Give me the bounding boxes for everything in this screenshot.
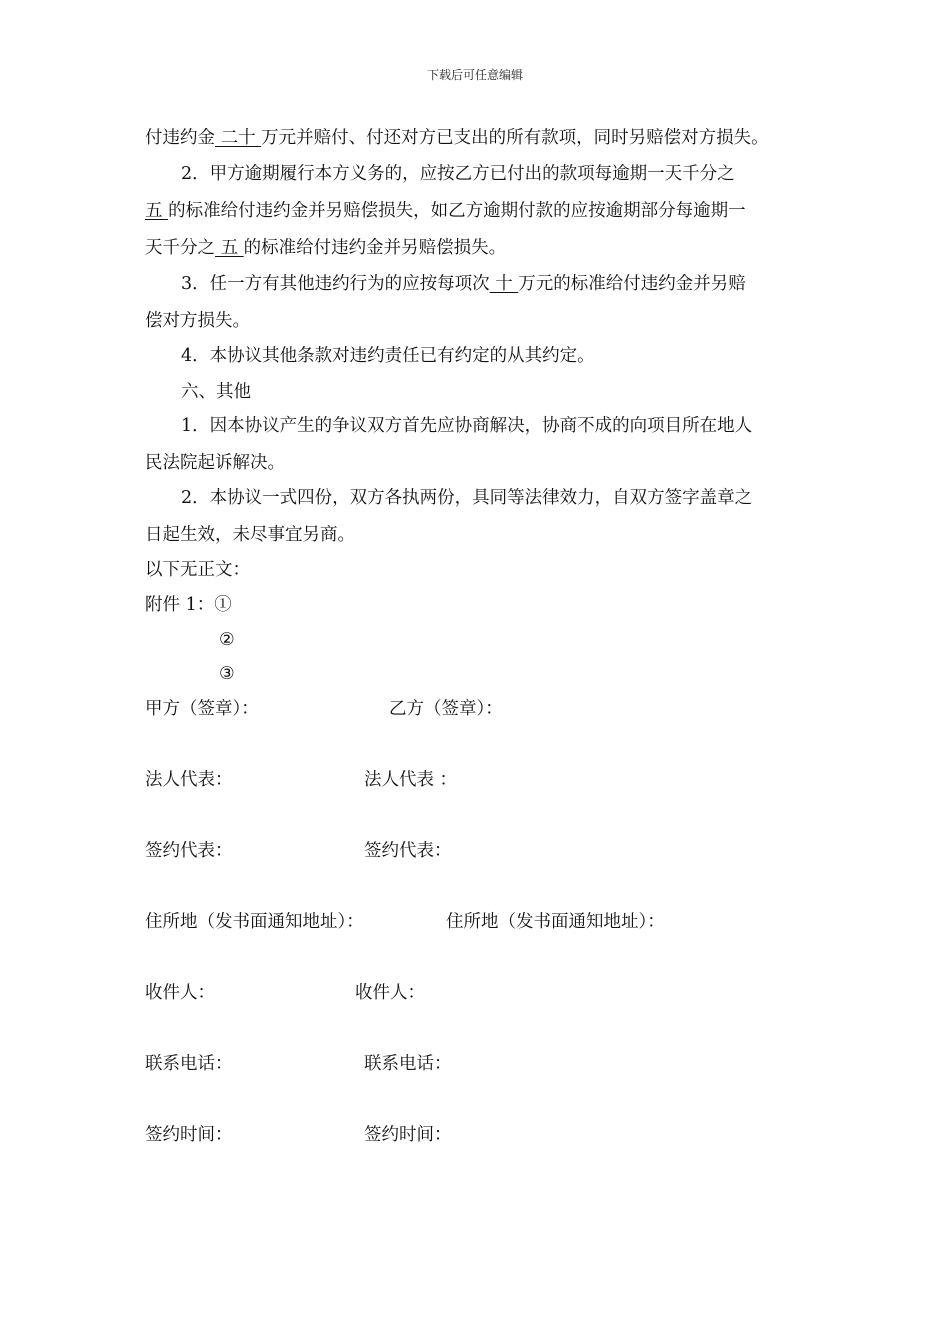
underlined-amount: 十	[489, 274, 519, 294]
clause-6-2-line-1: 2．本协议一式四份，双方各执两份，具同等法律效力，自双方签字盖章之	[181, 488, 753, 508]
party-b-seal: 乙方（签章）：	[389, 699, 503, 719]
no-further-text: 以下无正文：	[145, 560, 250, 580]
clause-2-line-2	[145, 200, 746, 222]
phone-b: 联系电话：	[364, 1054, 452, 1074]
attachment-mark: ②	[219, 630, 235, 650]
party-a-seal: 甲方（签章）：	[145, 699, 259, 719]
text-fragment: 的标准给付违约金并另赔偿损失。	[243, 238, 507, 258]
clause-2-line-1: 2．甲方逾期履行本方义务的，应按乙方已付出的款项每逾期一天千分之	[181, 164, 735, 184]
recipient-b: 收件人：	[355, 983, 425, 1003]
text-fragment: 的标准给付违约金并另赔偿损失，如乙方逾期付款的应按逾期部分每逾期一	[168, 201, 746, 221]
text-fragment: 付违约金	[145, 128, 215, 148]
underlined-rate: 五	[145, 201, 169, 221]
legal-rep-b: 法人代表 ：	[364, 770, 458, 790]
text-fragment: 3．任一方有其他违约行为的应按每项次	[181, 274, 490, 294]
clause-3-line-1	[181, 273, 746, 295]
sign-date-b: 签约时间：	[364, 1125, 452, 1145]
section-heading-other: 六、其他	[181, 382, 251, 402]
address-a: 住所地（发书面通知地址）：	[145, 912, 364, 932]
clause-6-1-line-1: 1．因本协议产生的争议双方首先应协商解决，协商不成的向项目所在地人	[181, 416, 753, 436]
underlined-rate: 五	[215, 238, 244, 258]
text-fragment: 天千分之	[145, 238, 215, 258]
phone-a: 联系电话：	[145, 1054, 233, 1074]
page-header: 下载后可任意编辑	[426, 68, 523, 82]
legal-rep-a: 法人代表：	[145, 770, 233, 790]
text-fragment: 万元并赔付、付还对方已支出的所有款项，同时另赔偿对方损失。	[261, 128, 769, 148]
clause-2-line-3	[145, 237, 506, 259]
paragraph-penalty-line	[145, 127, 769, 149]
sign-date-a: 签约时间：	[145, 1125, 233, 1145]
recipient-a: 收件人：	[145, 983, 215, 1003]
sign-rep-b: 签约代表：	[364, 841, 452, 861]
clause-4: 4．本协议其他条款对违约责任已有约定的从其约定。	[181, 346, 595, 366]
sign-rep-a: 签约代表：	[145, 841, 233, 861]
address-b: 住所地（发书面通知地址）：	[446, 912, 665, 932]
clause-6-2-line-2: 日起生效，未尽事宜另商。	[145, 525, 355, 545]
clause-3-line-2: 偿对方损失。	[145, 311, 250, 331]
text-fragment: 万元的标准给付违约金并另赔	[518, 274, 746, 294]
underlined-amount: 二十	[215, 128, 262, 148]
attachment-mark: ③	[219, 664, 235, 684]
clause-6-1-line-2: 民法院起诉解决。	[145, 453, 285, 473]
attachment-mark: ①	[214, 595, 232, 615]
attachment-label-text: 附件 1：	[145, 595, 215, 615]
attachment-label	[145, 594, 232, 616]
